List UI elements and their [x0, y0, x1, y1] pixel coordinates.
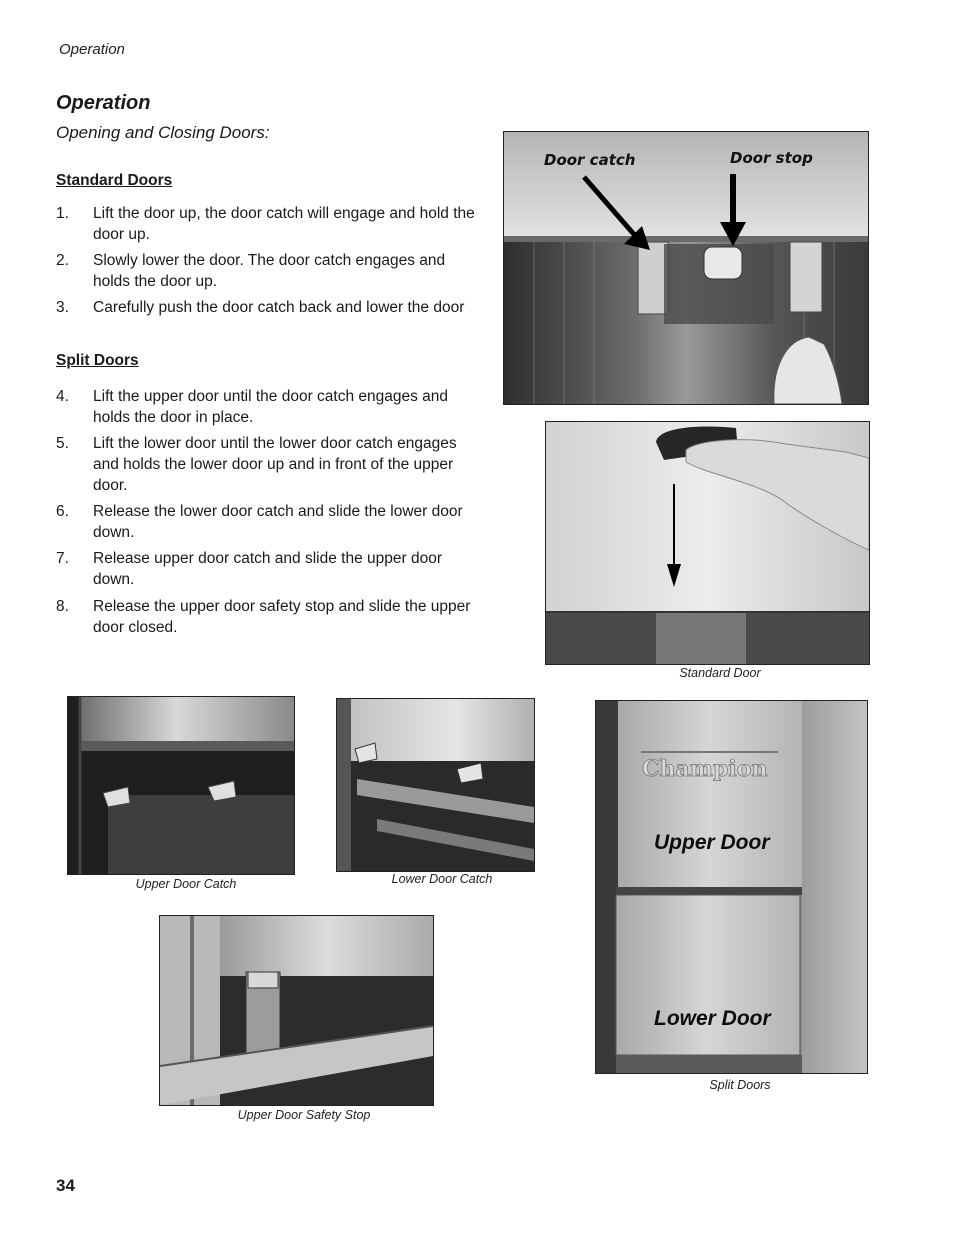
champion-logo-text: Champion [642, 756, 768, 782]
standard-doors-heading: Standard Doors [56, 172, 173, 189]
upper-door-catch-photo [67, 696, 295, 875]
step-number: 2. [56, 252, 69, 269]
section-title: Operation [56, 92, 151, 114]
standard-door-photo [545, 421, 870, 665]
step-number: 3. [56, 299, 69, 316]
step-text: Lift the lower door until the lower door catch engages and holds the lower door up and in front of the upper door. [93, 435, 457, 494]
step-text: Lift the door up, the door catch will engage and hold the door up. [93, 205, 475, 243]
step-number: 1. [56, 205, 69, 222]
step-number: 7. [56, 550, 69, 567]
upper-door-catch-caption: Upper Door Catch [135, 877, 237, 891]
upper-door-safety-stop-caption: Upper Door Safety Stop [237, 1108, 371, 1122]
running-header: Operation [59, 41, 125, 58]
standard-door-caption: Standard Door [679, 666, 761, 680]
split-doors-caption: Split Doors [709, 1078, 771, 1092]
step-text: Release upper door catch and slide the upper door down. [93, 550, 442, 588]
step-number: 6. [56, 503, 69, 520]
step-number: 8. [56, 598, 69, 615]
section-subtitle: Opening and Closing Doors: [56, 123, 270, 142]
upper-door-safety-stop-photo [159, 915, 434, 1106]
door-catch-label: Door catch [544, 151, 636, 169]
split-doors-photo [595, 700, 868, 1074]
step-text: Slowly lower the door. The door catch engages and holds the door up. [93, 252, 446, 290]
page-number: 34 [56, 1176, 75, 1195]
step-text: Release the lower door catch and slide the lower door down. [93, 503, 463, 541]
step-text: Carefully push the door catch back and lower the door [93, 299, 465, 316]
lower-door-catch-caption: Lower Door Catch [391, 872, 493, 886]
upper-door-label: Upper Door [654, 831, 770, 854]
step-text: Lift the upper door until the door catch engages and holds the door in place. [93, 388, 449, 426]
door-catch-photo [503, 131, 869, 405]
lower-door-catch-photo [336, 698, 535, 872]
lower-door-label: Lower Door [654, 1007, 771, 1030]
step-text: Release the upper door safety stop and slide the upper door closed. [93, 598, 471, 636]
step-number: 4. [56, 388, 69, 405]
split-doors-heading: Split Doors [56, 352, 139, 369]
door-stop-label: Door stop [730, 149, 813, 167]
step-number: 5. [56, 435, 69, 452]
